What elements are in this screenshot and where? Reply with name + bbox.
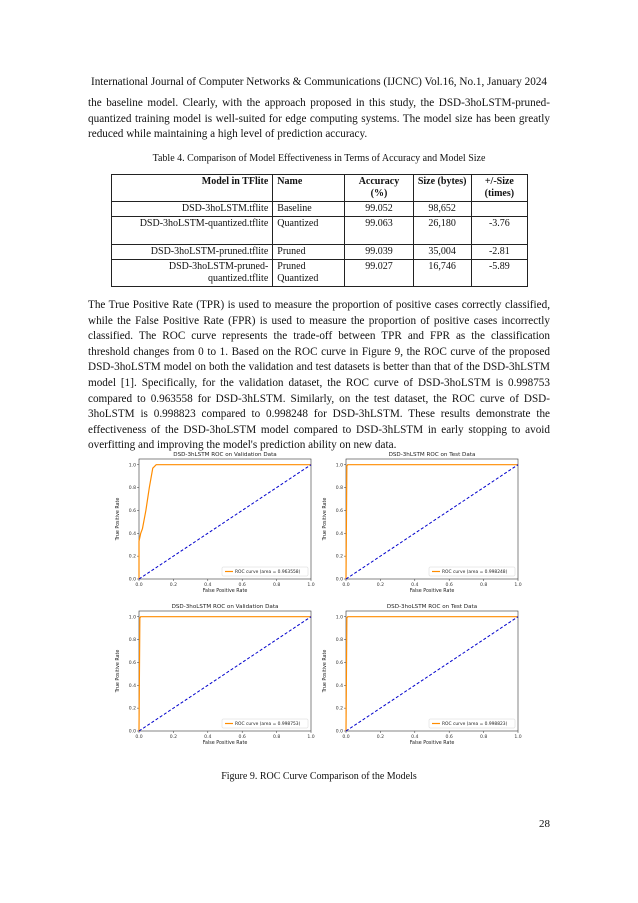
y-tick-label: 0.0	[335, 729, 343, 735]
y-tick-label: 0.4	[335, 531, 343, 537]
y-axis-label: True Positive Rate	[116, 497, 121, 541]
y-tick-label: 0.8	[335, 638, 343, 644]
x-tick-label: 1.0	[514, 583, 522, 588]
cell-name: Quantized	[273, 217, 345, 245]
header-name: Name	[273, 175, 345, 202]
cell-accuracy: 99.027	[345, 260, 413, 287]
roc-chart-holstm-validation	[111, 600, 321, 748]
table-row	[112, 217, 528, 245]
y-tick-label: 1.0	[128, 615, 136, 621]
x-tick-label: 0.2	[376, 735, 385, 740]
y-tick-label: 0.6	[335, 661, 343, 667]
chart-title: DSD-3hLSTM ROC on Validation Data	[173, 452, 277, 458]
y-tick-label: 0.2	[128, 706, 136, 712]
roc-svg	[318, 448, 528, 596]
roc-svg	[318, 600, 528, 748]
cell-size: 98,652	[413, 202, 471, 217]
x-axis-label: False Positive Rate	[409, 589, 455, 594]
y-tick-label: 0.2	[335, 706, 343, 712]
y-axis-label: True Positive Rate	[323, 497, 328, 541]
x-tick-label: 0.0	[135, 583, 143, 588]
y-tick-label: 0.2	[128, 554, 136, 560]
paragraph-2: The True Positive Rate (TPR) is used to measure the proportion of positive cases correctly classified, while the False Positive Rate (FPR) is used to measure the proportion of positive cases incorrectly classified. The ROC curve represents the trade-off between TPR and FPR as the classification threshold changes from 0 to 1. Based on the ROC curve in Figure 9, the ROC curve of the proposed DSD-3hoLSTM model on both the validation and test datasets is better than that of the DSD-3hLSTM model [1]. Specifically, for the validation dataset, the ROC curve of DSD-3hoLSTM is 0.998753 compared to 0.963558 for DSD-3hLSTM. Similarly, on the test dataset, the ROC curve of DSD-3hoLSTM is 0.998823 compared to 0.998248 for DSD-3hLSTM. These results demonstrate the effectiveness of the DSD-3hoLSTM model compared to DSD-3hLSTM in early stopping to avoid overfitting and improving the model's prediction ability on new data.	[88, 299, 550, 452]
header-model: Model in TFlite	[112, 175, 273, 202]
legend-label: ROC curve (area = 0.998248)	[442, 570, 508, 576]
cell-size-change	[471, 202, 527, 217]
roc-svg	[111, 448, 321, 596]
legend-label: ROC curve (area = 0.998823)	[442, 722, 508, 728]
cell-size: 16,746	[413, 260, 471, 287]
table-row	[112, 245, 528, 260]
x-axis-label: False Positive Rate	[202, 589, 248, 594]
y-tick-label: 1.0	[335, 463, 343, 469]
paragraph-1: the baseline model. Clearly, with the approach proposed in this study, the DSD-3hoLSTM-pruned-quantized training model is well-suited for edge computing systems. The model size has been greatly reduced while maintaining a high level of prediction accuracy.	[88, 97, 550, 141]
cell-size: 35,004	[413, 245, 471, 260]
cell-model: DSD-3hoLSTM-pruned.tflite	[112, 245, 273, 260]
cell-accuracy: 99.039	[345, 245, 413, 260]
figure-caption: Figure 9. ROC Curve Comparison of the Models	[221, 771, 417, 782]
plot-frame	[346, 459, 518, 579]
x-axis-label: False Positive Rate	[409, 741, 455, 746]
table-row	[112, 202, 528, 217]
x-tick-label: 0.6	[445, 583, 453, 588]
x-tick-label: 1.0	[307, 583, 315, 588]
x-tick-label: 0.6	[238, 735, 246, 740]
y-tick-label: 0.2	[335, 554, 343, 560]
y-tick-label: 0.0	[128, 577, 136, 583]
x-tick-label: 0.2	[169, 735, 178, 740]
table-header-row	[112, 175, 528, 202]
cell-accuracy: 99.063	[345, 217, 413, 245]
y-axis-label: True Positive Rate	[116, 649, 121, 693]
x-tick-label: 0.8	[272, 583, 281, 588]
table-row	[112, 260, 528, 287]
y-tick-label: 0.6	[128, 661, 136, 667]
plot-frame	[139, 611, 311, 731]
x-tick-label: 0.8	[479, 735, 488, 740]
y-tick-label: 0.6	[335, 509, 343, 515]
x-tick-label: 0.4	[204, 583, 212, 588]
y-tick-label: 0.4	[128, 531, 136, 537]
roc-svg	[111, 600, 321, 748]
y-tick-label: 0.8	[128, 638, 136, 644]
y-tick-label: 0.6	[128, 509, 136, 515]
y-tick-label: 0.0	[128, 729, 136, 735]
x-tick-label: 1.0	[514, 735, 522, 740]
x-tick-label: 0.2	[169, 583, 178, 588]
chance-line	[139, 617, 311, 731]
cell-accuracy: 99.052	[345, 202, 413, 217]
roc-chart-hlstm-test	[318, 448, 528, 596]
y-tick-label: 1.0	[128, 463, 136, 469]
header-size-change: +/-Size (times)	[471, 175, 527, 202]
x-tick-label: 0.6	[238, 583, 246, 588]
x-tick-label: 0.4	[204, 735, 212, 740]
cell-model: DSD-3hoLSTM.tflite	[112, 202, 273, 217]
cell-size: 26,180	[413, 217, 471, 245]
legend-label: ROC curve (area = 0.998753)	[235, 722, 301, 728]
cell-name: Baseline	[273, 202, 345, 217]
model-comparison-table	[111, 174, 528, 287]
chance-line	[346, 465, 518, 579]
header-size: Size (bytes)	[413, 175, 471, 202]
page-number: 28	[539, 818, 550, 830]
chart-title: DSD-3hLSTM ROC on Test Data	[388, 452, 476, 458]
y-tick-label: 0.8	[128, 486, 136, 492]
cell-size-change: -5.89	[471, 260, 527, 287]
x-tick-label: 0.0	[135, 735, 143, 740]
cell-size-change: -2.81	[471, 245, 527, 260]
plot-frame	[346, 611, 518, 731]
x-tick-label: 0.2	[376, 583, 385, 588]
cell-model: DSD-3hoLSTM-pruned-quantized.tflite	[112, 260, 273, 287]
x-tick-label: 0.8	[272, 735, 281, 740]
cell-model: DSD-3hoLSTM-quantized.tflite	[112, 217, 273, 245]
chance-line	[139, 465, 311, 579]
table-caption: Table 4. Comparison of Model Effectiveness in Terms of Accuracy and Model Size	[152, 153, 486, 164]
x-tick-label: 0.8	[479, 583, 488, 588]
x-axis-label: False Positive Rate	[202, 741, 248, 746]
chance-line	[346, 617, 518, 731]
plot-frame	[139, 459, 311, 579]
chart-title: DSD-3hoLSTM ROC on Test Data	[386, 604, 478, 610]
x-tick-label: 0.0	[342, 735, 350, 740]
x-tick-label: 1.0	[307, 735, 315, 740]
chart-title: DSD-3hoLSTM ROC on Validation Data	[171, 604, 279, 610]
x-tick-label: 0.4	[411, 735, 419, 740]
x-tick-label: 0.0	[342, 583, 350, 588]
y-tick-label: 0.8	[335, 486, 343, 492]
cell-name: Pruned	[273, 245, 345, 260]
y-tick-label: 0.4	[128, 683, 136, 689]
roc-chart-hlstm-validation	[111, 448, 321, 596]
x-tick-label: 0.6	[445, 735, 453, 740]
y-tick-label: 0.0	[335, 577, 343, 583]
legend-label: ROC curve (area = 0.963558)	[235, 570, 301, 576]
y-axis-label: True Positive Rate	[323, 649, 328, 693]
x-tick-label: 0.4	[411, 583, 419, 588]
cell-name: Pruned Quantized	[273, 260, 345, 287]
running-header: International Journal of Computer Networks & Communications (IJCNC) Vol.16, No.1, January 2024	[90, 76, 548, 88]
cell-size-change: -3.76	[471, 217, 527, 245]
roc-chart-holstm-test	[318, 600, 528, 748]
y-tick-label: 1.0	[335, 615, 343, 621]
y-tick-label: 0.4	[335, 683, 343, 689]
header-accuracy: Accuracy (%)	[345, 175, 413, 202]
